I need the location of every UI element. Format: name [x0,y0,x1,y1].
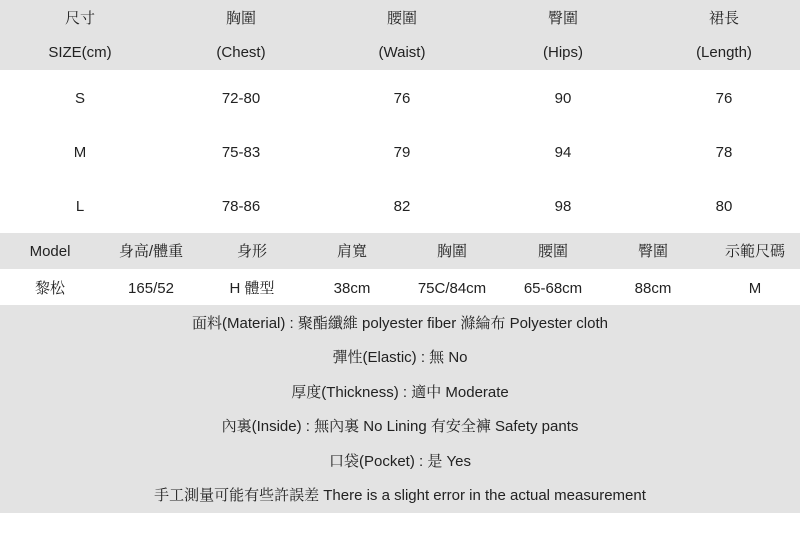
height-weight-header: 身高/體重 [118,243,184,260]
model-sample-size: M [748,280,762,297]
model-row [0,281,800,301]
chest-header: 胸圍 [436,243,468,260]
size-header-zh: 尺寸 [64,10,96,27]
chest-header-zh: 胸圍 [225,10,257,27]
hips-value: 94 [554,144,572,161]
length-header-zh: 裙長 [708,10,740,27]
hips-header-en: (Hips) [543,44,583,61]
shoulder-header: 肩寬 [336,243,368,260]
model-chest: 75C/84cm [417,280,487,297]
size-label: M [73,144,87,161]
hips-header: 臀圍 [637,243,669,260]
size-label: S [74,90,86,107]
model-hips: 88cm [634,280,672,297]
model-waist: 65-68cm [523,280,583,297]
elastic-note: 彈性(Elastic) : 無 No [332,349,468,366]
model-table-header [0,233,800,269]
model-shoulder: 38cm [333,280,371,297]
hips-value: 90 [554,90,572,107]
model-height-weight: 165/52 [128,280,174,297]
waist-header: 腰圍 [537,243,569,260]
length-value: 80 [715,198,733,215]
size-table-header [0,0,800,70]
hips-value: 98 [554,198,572,215]
model-name: 黎松 [34,280,66,297]
waist-value: 82 [393,198,411,215]
waist-value: 76 [393,90,411,107]
hips-header-zh: 臀圍 [547,10,579,27]
waist-value: 79 [393,144,411,161]
table-row-l [0,199,800,219]
chest-value: 78-86 [221,198,261,215]
chest-value: 72-80 [221,90,261,107]
pocket-note: 口袋(Pocket) : 是 Yes [329,453,471,470]
waist-header-en: (Waist) [378,44,426,61]
chest-value: 75-83 [221,144,261,161]
table-row-s [0,91,800,111]
chest-header-en: (Chest) [216,44,266,61]
measurement-note: 手工測量可能有些許誤差 There is a slight error in the actual measurement [154,487,646,504]
length-header-en: (Length) [696,44,752,61]
body-shape-header: 身形 [236,243,268,260]
sample-size-header: 示範尺碼 [724,243,786,260]
length-value: 76 [715,90,733,107]
size-label: L [75,198,85,215]
model-body-shape: H 體型 [229,280,275,297]
length-value: 78 [715,144,733,161]
material-note: 面料(Material) : 聚酯纖維 polyester fiber 滌綸布 Polyester cloth [192,315,608,332]
model-header: Model [29,243,71,260]
size-header-en: SIZE(cm) [48,44,112,61]
table-row-m [0,145,800,165]
waist-header-zh: 腰圍 [386,10,418,27]
fabric-notes [0,305,800,513]
lining-note: 內裏(Inside) : 無內裏 No Lining 有安全褲 Safety pants [221,418,579,435]
thickness-note: 厚度(Thickness) : 適中 Moderate [291,384,509,401]
